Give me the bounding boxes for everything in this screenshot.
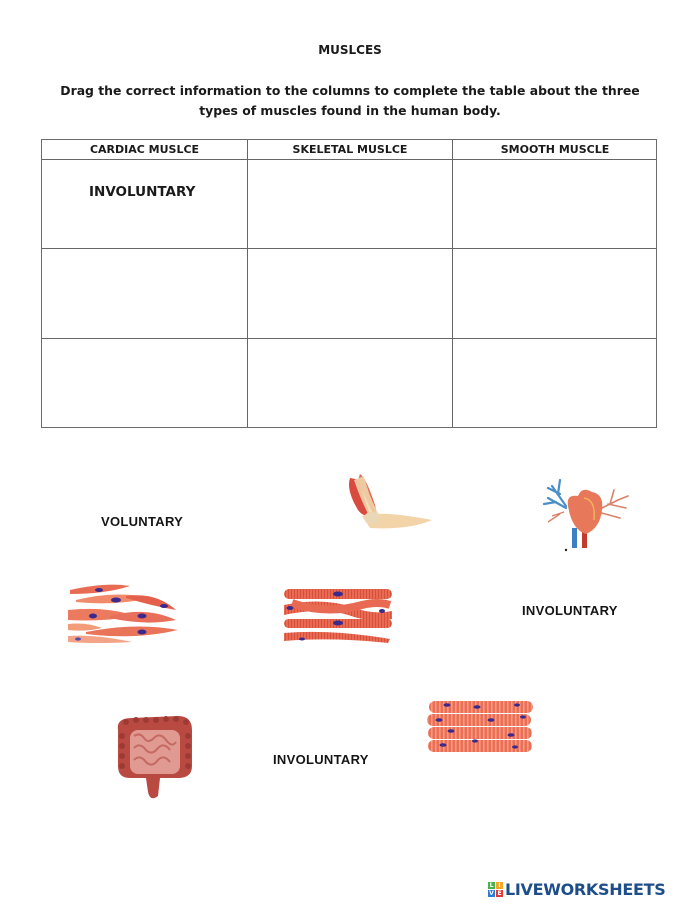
logo-letter: V [489,889,494,897]
drop-cell-smooth-1[interactable] [453,160,657,248]
drag-word-involuntary[interactable]: INVOLUNTARY [522,603,618,618]
arm-bicep-muscle-icon [340,470,435,530]
drop-cell-skeletal-2[interactable] [248,249,452,338]
drop-cell-smooth-3[interactable] [453,339,657,427]
drop-cell-cardiac-1[interactable] [42,160,247,248]
logo-letter: L [489,881,494,889]
worksheet-title: MUSLCES [318,43,382,57]
drag-image-branched-fibers[interactable] [282,585,394,643]
drag-image-heart[interactable] [538,470,634,554]
logo-text: LIVEWORKSHEETS [505,879,666,899]
intestines-icon [112,712,196,800]
human-heart-icon [538,470,634,554]
drag-word-voluntary[interactable]: VOLUNTARY [101,514,184,529]
liveworksheets-logo [488,879,665,899]
instructions-text: Drag the correct information to the columns to complete the table about the three types of muscles found in the human body. [60,83,640,118]
drag-image-striated-fibers[interactable] [427,700,533,754]
drag-word-involuntary[interactable]: INVOLUNTARY [273,752,369,767]
drop-cell-cardiac-2[interactable] [42,249,247,338]
header-smooth: SMOOTH MUSCLE [500,143,610,156]
drag-image-smooth-cells[interactable] [66,580,182,644]
drag-image-intestines[interactable] [112,712,196,800]
skeletal-muscle-fibers-branched-icon [282,585,394,643]
cell-answer[interactable]: INVOLUNTARY [89,184,196,200]
logo-letter: I [496,882,503,889]
drag-image-arm[interactable] [340,470,435,530]
logo-letter: E [497,889,502,897]
striated-muscle-fibers-icon [427,700,533,754]
drop-cell-skeletal-1[interactable] [248,160,452,248]
logo-grid-icon [488,882,503,897]
header-cardiac: CARDIAC MUSLCE [89,143,200,156]
drop-cell-smooth-2[interactable] [453,249,657,338]
smooth-muscle-cells-icon [66,580,182,644]
drop-cell-skeletal-3[interactable] [248,339,452,427]
muscle-table [41,139,657,428]
header-skeletal: SKELETAL MUSLCE [292,143,408,156]
drop-cell-cardiac-3[interactable] [42,339,247,427]
